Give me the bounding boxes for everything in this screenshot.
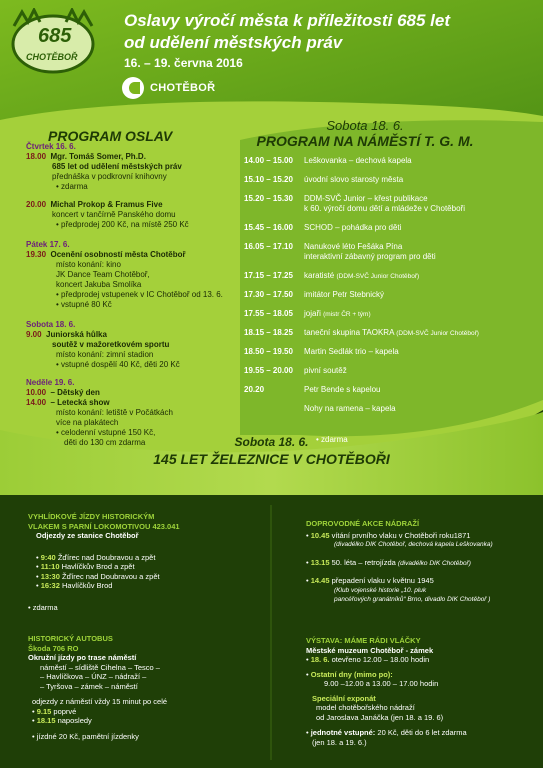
sun-event-2: 14.00 – Letecká show xyxy=(26,398,110,407)
trip-list xyxy=(28,553,263,591)
row-time: 20.20 xyxy=(244,385,265,394)
row-event: karatisté xyxy=(304,271,335,280)
town-logo-icon xyxy=(122,77,144,99)
row-event: úvodní slovo starosty města xyxy=(304,175,404,184)
station-heading: DOPROVODNÉ AKCE NÁDRAŽÍ xyxy=(306,519,420,528)
sat-event-2: soutěž v mažoretkovém sportu xyxy=(52,340,170,349)
bus-departure-info: odjezdy z náměstí vždy 15 minut po celé xyxy=(32,697,168,706)
day-thursday: Čtvrtek 16. 6. xyxy=(26,142,76,151)
station-event-3-sub-1: (Klub vojenské historie „10. pluk xyxy=(334,586,427,594)
trip-item: • 16:32 Havlíčkův Brod xyxy=(36,581,113,590)
train-exhibition xyxy=(306,636,538,747)
station-event-3-sub-2: pancéřových granátníků“ Brno, divadlo DIK Chotěboř ) xyxy=(334,596,491,603)
bus-first: • 9.15 poprvé xyxy=(32,706,77,716)
exhibit-heading-2: Městské muzeum Chotěboř - zámek xyxy=(306,645,434,655)
station-event-1: • 10.45 vítání prvního vlaku v Chotěboři roku1871 xyxy=(306,530,471,540)
page-title xyxy=(124,10,534,54)
row-time: 17.55 – 18.05 xyxy=(244,309,293,318)
square-program-row xyxy=(244,404,396,414)
sun-line-1: místo konání: letiště v Počátkách xyxy=(56,408,173,417)
square-program-row xyxy=(244,347,399,357)
bus-heading-1: HISTORICKÝ AUTOBUS xyxy=(28,634,113,643)
square-title: PROGRAM NA NÁMĚSTÍ T. G. M. xyxy=(256,133,474,149)
logo-number: 685 xyxy=(38,25,72,47)
row-event: SCHOD – pohádka pro děti xyxy=(304,223,402,232)
title-line-2: od udělení městských práv xyxy=(124,33,343,52)
railway-date: Sobota 18. 6. xyxy=(234,435,309,449)
bus-route-3: – Tyršova – zámek – náměstí xyxy=(40,681,138,691)
thu-event-1: 18.00 Mgr. Tomáš Somer, Ph.D. xyxy=(26,152,146,161)
exhibit-line-4: • jednotné vstupné: 20 Kč, děti do 6 let zdarma xyxy=(306,728,467,737)
event-dates: 16. – 19. června 2016 xyxy=(124,56,243,70)
sun-event-1: 10.00 – Dětský den xyxy=(26,388,100,397)
sat-price: • vstupné dospělí 40 Kč, děti 20 Kč xyxy=(56,360,180,369)
trip-destination: Žďírec nad Doubravou a zpět xyxy=(62,571,160,581)
row-time: 16.05 – 17.10 xyxy=(244,242,293,251)
row-time: 17.15 – 17.25 xyxy=(244,271,293,280)
square-program-row xyxy=(244,242,436,262)
exhibit-line-2: • Ostatní dny (mimo po): xyxy=(306,669,393,679)
row-event-sub: k 60. výročí domu dětí a mládeže v Chotěboři xyxy=(304,204,465,213)
sun-line-3: • celodenní vstupné 150 Kč, xyxy=(56,428,156,437)
trips-heading-1: VYHLÍDKOVÉ JÍZDY HISTORICKÝM xyxy=(28,512,155,521)
thu-note: • zdarma xyxy=(56,182,88,191)
trip-time: 11:10 xyxy=(40,562,60,571)
title-line-1: Oslavy výročí města k příležitosti 685 let xyxy=(124,11,450,30)
square-program-row xyxy=(244,194,465,214)
trips-heading-2: VLAKEM S PARNÍ LOKOMOTIVOU 423.041 xyxy=(28,521,180,531)
sat-venue: místo konání: zimní stadion xyxy=(56,350,154,359)
row-time: 18.50 – 19.50 xyxy=(244,347,293,356)
bus-last: • 18.15 naposledy xyxy=(32,716,92,725)
square-program-row xyxy=(244,309,371,320)
sun-line-2: více na plakátech xyxy=(56,418,119,427)
logo-town: CHOTĚBOŘ xyxy=(26,52,78,62)
steam-train-trips xyxy=(28,512,263,612)
square-program-header xyxy=(250,118,480,149)
thu-price: • předprodej 200 Kč, na místě 250 Kč xyxy=(56,220,189,229)
row-time: 15.20 – 15.30 xyxy=(244,194,293,203)
row-time: 15.45 – 16.00 xyxy=(244,223,293,232)
row-event: taneční skupina TAOKRA xyxy=(304,328,394,337)
row-event: pivní soutěž xyxy=(304,366,347,375)
station-event-2: • 13.15 50. léta – retrojízda (divadélko DIK Chotěboř) xyxy=(306,557,471,567)
anniversary-logo xyxy=(4,8,102,78)
square-program-row xyxy=(244,223,401,233)
square-program-row xyxy=(244,271,419,282)
brand-label: CHOTĚBOŘ xyxy=(150,82,216,94)
row-event-sub: interaktivní zábavný program pro děti xyxy=(304,252,436,261)
row-event: Martin Sedlák trio – kapela xyxy=(304,347,399,356)
row-event: DDM-SVČ Junior – křest publikace xyxy=(304,194,428,203)
trip-time: 16:32 xyxy=(40,581,60,590)
trip-item: • 13:30 Žďírec nad Doubravou a zpět xyxy=(36,571,160,581)
trip-item: • 9:40 Žďírec nad Doubravou a zpět xyxy=(36,552,156,562)
trips-note: • zdarma xyxy=(28,602,58,612)
fri-line-4: • předprodej vstupenek v IC Chotěboř od 13. 6. xyxy=(56,290,223,299)
trip-time: 13:30 xyxy=(40,571,60,581)
exhibit-line-3: Speciální exponát xyxy=(312,693,376,703)
station-events xyxy=(306,519,538,605)
thu-topic: 685 let od udělení městských práv xyxy=(52,162,182,171)
thu-event-2: 20.00 Michal Prokop & Framus Five xyxy=(26,200,163,209)
sat-event: 9.00 Juniorská hůlka xyxy=(26,330,107,339)
row-event: imitátor Petr Stebnický xyxy=(304,290,385,299)
row-event: Nanukové léto Fešáka Pína xyxy=(304,242,403,251)
trips-subheading: Odjezdy ze stanice Chotěboř xyxy=(36,531,139,540)
exhibit-line-3b: od Jaroslava Janáčka (jen 18. a 19. 6) xyxy=(316,712,444,722)
thu-desc: přednáška v podkrovní knihovny xyxy=(52,172,167,181)
square-program-row xyxy=(244,290,384,300)
row-event: Petr Bende s kapelou xyxy=(304,385,381,394)
square-program-row xyxy=(244,366,347,376)
row-event-note: (DDM-SVČ Junior Chotěboř) xyxy=(336,273,420,280)
day-saturday: Sobota 18. 6. xyxy=(26,320,76,329)
square-program-row xyxy=(244,156,412,166)
day-sunday: Neděle 19. 6. xyxy=(26,378,75,387)
bus-price: • jízdné 20 Kč, pamětní jízdenky xyxy=(32,731,139,741)
square-program-row xyxy=(244,385,381,395)
thu-venue: koncert v tančírně Panského domu xyxy=(52,210,176,219)
fri-event: 19.30 Ocenění osobností města Chotěboř xyxy=(26,250,186,259)
day-friday: Pátek 17. 6. xyxy=(26,240,70,249)
railway-header xyxy=(0,434,543,468)
square-date: Sobota 18. 6. xyxy=(326,118,404,133)
trip-time: 9:40 xyxy=(40,552,56,562)
trip-destination: Žďírec nad Doubravou a zpět xyxy=(57,552,156,562)
bus-route-1: náměstí – sídliště Cihelna – Tesco – xyxy=(40,662,160,672)
exhibit-line-1: • 18. 6. otevřeno 12.00 – 18.00 hodin xyxy=(306,655,430,664)
exhibit-heading-1: VÝSTAVA: MÁME RÁDI VLÁČKY xyxy=(306,636,421,645)
bus-route-2: – Havlíčkova – ÚNZ – nádraží – xyxy=(40,672,147,681)
railway-title: 145 LET ŽELEZNICE V CHOTĚBOŘI xyxy=(153,451,390,467)
trip-destination: Havlíčkův Brod a zpět xyxy=(61,562,135,571)
exhibit-line-2b: 9.00 –12.00 a 13.00 – 17.00 hodin xyxy=(324,679,439,688)
row-time: 19.55 – 20.00 xyxy=(244,366,293,375)
square-program-row xyxy=(244,175,403,185)
town-brand xyxy=(122,77,215,99)
trip-item: • 11:10 Havlíčkův Brod a zpět xyxy=(36,562,135,571)
station-event-3: • 14.45 přepadení vlaku v květnu 1945 xyxy=(306,576,434,585)
square-program-row xyxy=(244,328,479,339)
fri-line-3: koncert Jakuba Smolíka xyxy=(56,280,142,289)
program-title: PROGRAM OSLAV xyxy=(48,128,173,144)
row-event: Leškovanka – dechová kapela xyxy=(304,156,412,165)
program-list xyxy=(26,142,246,448)
row-time: 15.10 – 15.20 xyxy=(244,175,293,184)
fri-line-2: JK Dance Team Chotěboř, xyxy=(56,270,150,279)
station-event-1-sub: (divadélko DIK Chotěboř, dechová kapela Leškovanka) xyxy=(334,541,493,548)
row-time: 17.30 – 17.50 xyxy=(244,290,293,299)
sun-line-4: děti do 130 cm zdarma xyxy=(64,438,146,447)
exhibit-line-4c: (jen 18. a 19. 6.) xyxy=(312,737,367,747)
row-event-note: (mistr ČR + tým) xyxy=(323,311,371,318)
row-event: Nohy na ramena – kapela xyxy=(304,404,396,413)
bus-subheading: Okružní jízdy po trase náměstí xyxy=(28,653,137,662)
row-event-note: (DDM-SVČ Junior Chotěboř) xyxy=(396,330,479,337)
row-time: 14.00 – 15.00 xyxy=(244,156,293,165)
trip-destination: Havlíčkův Brod xyxy=(62,581,113,590)
fri-line-1: místo konání: kino xyxy=(56,260,121,269)
historic-bus xyxy=(28,634,263,741)
bus-heading-2: Škoda 706 RO xyxy=(28,643,79,653)
row-event: jojaři xyxy=(304,309,321,318)
row-time: 18.15 – 18.25 xyxy=(244,328,293,337)
exhibit-line-3a: model chotěbořského nádraží xyxy=(316,703,415,712)
fri-line-5: • vstupné 80 Kč xyxy=(56,300,112,309)
square-note: • zdarma xyxy=(316,435,348,444)
